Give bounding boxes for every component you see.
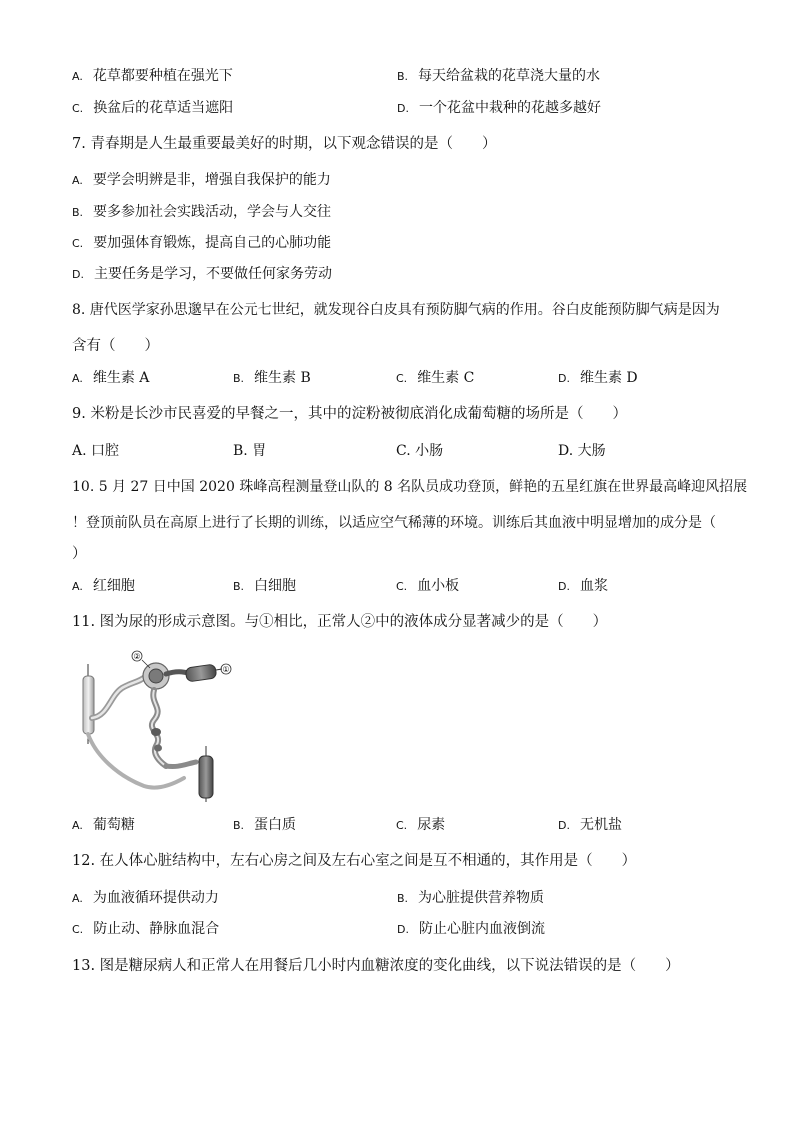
q7-option-a: A. 要学会明辨是非，增强自我保护的能力	[72, 172, 331, 188]
q9-option-b: B. 胃	[233, 443, 267, 459]
q9-option-c: C. 小肠	[396, 443, 444, 459]
q11-option-b: B. 蛋白质	[233, 817, 297, 833]
q11-option-a: A. 葡萄糖	[72, 817, 135, 833]
q10-stem-line3: ）	[72, 546, 87, 562]
q12-option-a: A. 为血液循环提供动力	[72, 890, 219, 906]
label-one: ①	[222, 665, 230, 674]
q7-option-d: D. 主要任务是学习，不要做任何家务劳动	[72, 266, 332, 282]
q7-option-c: C. 要加强体育锻炼，提高自己的心肺功能	[72, 235, 332, 251]
q8-option-d: D. 维生素 D	[558, 370, 638, 386]
q12-stem: 12. 在人体心脏结构中，左右心房之间及左右心室之间是互不相通的，其作用是（ ）	[72, 853, 637, 869]
q10-option-c: C. 血小板	[396, 578, 460, 594]
q10-stem-line1: 10. 5 月 27 日中国 2020 珠峰高程测量登山队的 8 名队员成功登顶，鲜艳的五星红旗在世界最高峰迎风招展	[72, 479, 748, 495]
q10-option-a: A. 红细胞	[72, 578, 135, 594]
q6-option-a: A. 花草都要种植在强光下	[72, 68, 233, 84]
q10-stem-line2: ！登顶前队员在高原上进行了长期的训练，以适应空气稀薄的环境。训练后其血液中明显增加的成分是（	[72, 515, 716, 531]
q12-option-d: D. 防止心脏内血液倒流	[397, 921, 545, 937]
q11-option-d: D. 无机盐	[558, 817, 622, 833]
q12-option-b: B. 为心脏提供营养物质	[397, 890, 545, 906]
q12-option-c: C. 防止动、静脉血混合	[72, 921, 220, 937]
q6-option-b: B. 每天给盆栽的花草浇大量的水	[397, 68, 601, 84]
q11-option-c: C. 尿素	[396, 817, 446, 833]
q13-stem: 13. 图是糖尿病人和正常人在用餐后几小时内血糖浓度的变化曲线，以下说法错误的是（ ）	[72, 958, 680, 974]
q9-option-a: A. 口腔	[72, 443, 120, 459]
q6-option-d: D. 一个花盆中栽种的花越多越好	[397, 100, 601, 116]
q9-option-d: D. 大肠	[558, 443, 606, 459]
glomerulus	[149, 669, 163, 683]
q9-stem: 9. 米粉是长沙市民喜爱的早餐之一，其中的淀粉被彻底消化成葡萄糖的场所是（ ）	[72, 406, 627, 422]
label-two: ②	[133, 652, 141, 661]
q8-option-c: C. 维生素 C	[396, 370, 475, 386]
q8-option-b: B. 维生素 B	[233, 370, 311, 386]
q7-option-b: B. 要多参加社会实践活动，学会与人交往	[72, 204, 332, 220]
left-cylinder	[83, 676, 94, 734]
q6-option-c: C. 换盆后的花草适当遮阳	[72, 100, 234, 116]
q11-stem: 11. 图为尿的形成示意图。与①相比，正常人②中的液体成分显著减少的是（ ）	[72, 614, 608, 630]
q8-option-a: A. 维生素 A	[72, 370, 150, 386]
bottom-cylinder	[199, 756, 213, 798]
q8-stem-line1: 8. 唐代医学家孙思邈早在公元七世纪，就发现谷白皮具有预防脚气病的作用。谷白皮能预防脚气病是因为	[72, 302, 720, 318]
right-dark-cylinder	[185, 664, 217, 682]
q8-stem-line2: 含有（ ）	[72, 338, 159, 354]
q10-option-b: B. 白细胞	[233, 578, 297, 594]
nephron-diagram	[74, 646, 234, 806]
q7-stem: 7. 青春期是人生最重要最美好的时期，以下观念错误的是（ ）	[72, 136, 497, 152]
q10-option-d: D. 血浆	[558, 578, 608, 594]
